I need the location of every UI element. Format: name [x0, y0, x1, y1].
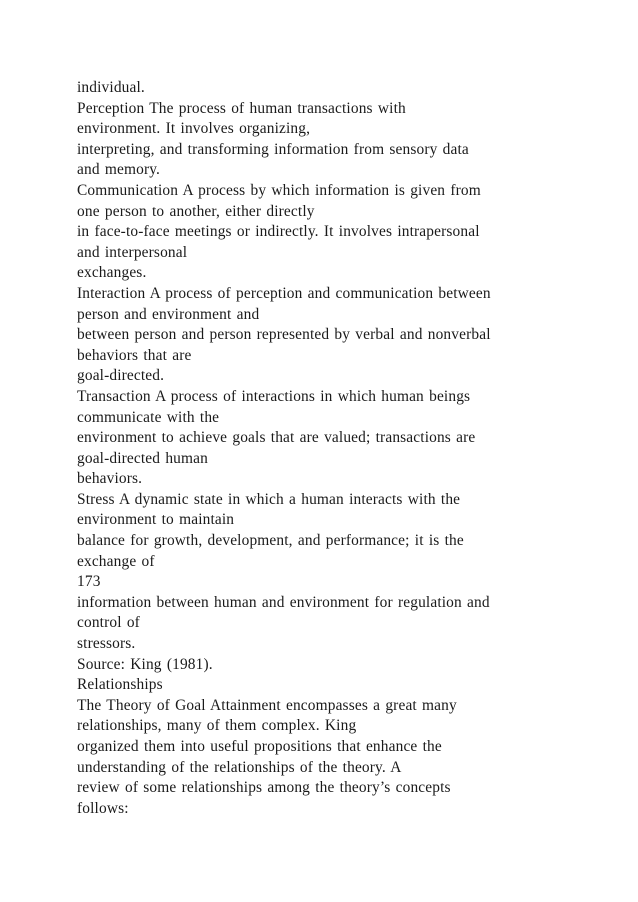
text-line: stressors.: [77, 635, 136, 653]
text-line: balance for growth, development, and performance; it is the: [77, 532, 464, 550]
text-line: goal-directed human: [77, 449, 208, 467]
text-line: environment. It involves organizing,: [77, 120, 311, 138]
text-line: behaviors.: [77, 470, 143, 488]
section-heading: Relationships: [77, 676, 163, 694]
text-line: environment to maintain: [77, 511, 235, 529]
text-line: follows:: [77, 799, 129, 817]
text-line: interpreting, and transforming information from sensory data: [77, 140, 469, 158]
text-line: Stress A dynamic state in which a human interacts with the: [77, 490, 461, 508]
source-citation: Source: King (1981).: [77, 655, 213, 673]
text-line: understanding of the relationships of the theory. A: [77, 758, 402, 776]
text-line: one person to another, either directly: [77, 202, 315, 220]
text-line: The Theory of Goal Attainment encompasses a great many: [77, 696, 457, 714]
text-line: exchanges.: [77, 264, 147, 282]
text-line: relationships, many of them complex. King: [77, 717, 357, 735]
text-line: goal-directed.: [77, 367, 165, 385]
page-number: 173: [77, 573, 101, 591]
text-line: Perception The process of human transactions with: [77, 99, 406, 117]
text-line: and memory.: [77, 161, 161, 179]
text-line: Interaction A process of perception and communication between: [77, 284, 491, 302]
text-line: behaviors that are: [77, 346, 192, 364]
text-line: Transaction A process of interactions in which human beings: [77, 387, 471, 405]
document-text-body: [77, 78, 597, 819]
text-line: information between human and environment for regulation and: [77, 593, 490, 611]
text-line: control of: [77, 614, 140, 632]
text-line: person and environment and: [77, 305, 260, 323]
text-line: environment to achieve goals that are valued; transactions are: [77, 429, 476, 447]
text-line: communicate with the: [77, 408, 220, 426]
text-line: in face-to-face meetings or indirectly. It involves intrapersonal: [77, 223, 480, 241]
text-line: review of some relationships among the theory’s concepts: [77, 779, 451, 797]
text-line: individual.: [77, 79, 145, 96]
text-line: between person and person represented by verbal and nonverbal: [77, 326, 491, 344]
text-line: and interpersonal: [77, 243, 188, 261]
text-line: organized them into useful propositions that enhance the: [77, 738, 442, 755]
text-line: exchange of: [77, 552, 155, 570]
text-line: Communication A process by which information is given from: [77, 181, 481, 199]
